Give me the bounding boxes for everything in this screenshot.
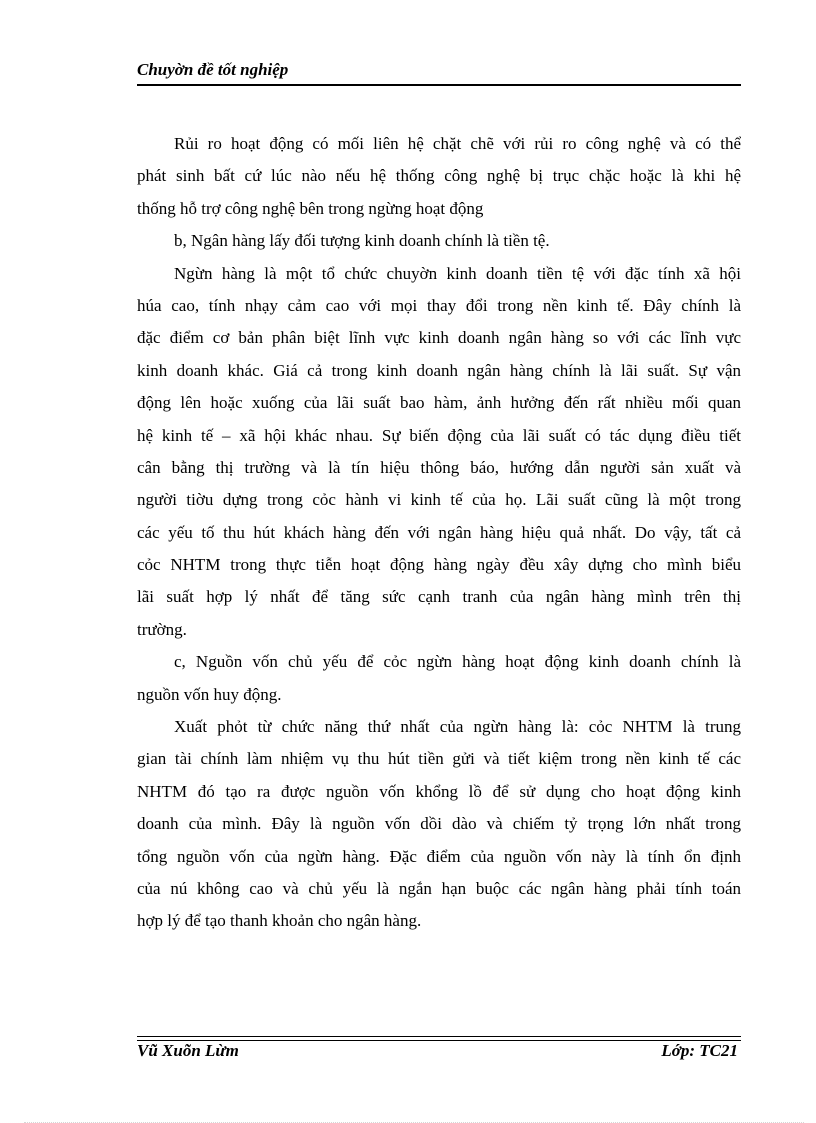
header-divider [137,84,741,86]
body-line: kinh doanh khác. Giá cả trong kinh doanh ngân hàng chính là lãi suất. Sự vận [137,360,741,380]
body-line: người tiờu dựng trong cỏc hành vi kinh tế của họ. Lãi suất cũng là một trong [137,490,741,510]
footer-divider [137,1036,741,1037]
body-line: phát sinh bất cứ lúc nào nếu hệ thống công nghệ bị trục chặc hoặc là khi hệ [137,166,741,186]
body-line: b, Ngân hàng lấy đối tượng kinh doanh chính là tiền tệ. [174,231,550,251]
document-body [137,128,741,938]
body-line: Xuất phỏt từ chức năng thứ nhất của ngừn hàng là: cỏc NHTM là trung [174,717,741,737]
body-line: của nú không cao và chủ yếu là ngắn hạn buộc các ngân hàng phải tính toán [137,878,741,898]
body-line: hợp lý để tạo thanh khoản cho ngân hàng. [137,911,422,931]
body-line: tổng nguồn vốn của ngừn hàng. Đặc điểm của nguồn vốn này là tính ổn định [137,846,741,866]
body-line: c, Nguồn vốn chủ yếu để cỏc ngừn hàng hoạt động kinh doanh chính là [174,652,741,672]
body-line: hệ kinh tế – xã hội khác nhau. Sự biến động của lãi suất có tác dụng điều tiết [137,425,741,445]
body-line: doanh của mình. Đây là nguồn vốn dồi dào và chiếm tỷ trọng lớn nhất trong [137,814,741,834]
body-line: nguồn vốn huy động. [137,684,282,704]
body-line: thống hỗ trợ công nghệ bên trong ngừng hoạt động [137,198,484,218]
body-line: cỏc NHTM trong thực tiễn hoạt động hàng ngày đều xây dựng cho mình biểu [137,555,741,575]
footer-author: Vũ Xuõn Lừm [137,1041,239,1060]
body-line: Rủi ro hoạt động có mối liên hệ chặt chẽ với rủi ro công nghệ và có thể [174,134,741,153]
body-line: trường. [137,619,187,639]
body-line: động lên hoặc xuống của lãi suất bao hàm, ảnh hưởng đến rất nhiều mối quan [137,393,741,413]
body-line: lãi suất hợp lý nhất để tăng sức cạnh tranh của ngân hàng mình trên thị [137,587,741,607]
body-line: cân bằng thị trường và là tín hiệu thông báo, hướng dẫn người sản xuất và [137,457,741,477]
body-line: đặc điểm cơ bản phân biệt lĩnh vực kinh doanh ngân hàng so với các lĩnh vực [137,328,741,348]
body-line: các yếu tố thu hút khách hàng đến với ngân hàng hiệu quả nhất. Do vậy, tất cả [137,522,741,542]
body-line: húa cao, tính nhạy cảm cao với mọi thay đổi trong nền kinh tế. Đây chính là [137,295,741,315]
body-line: Ngừn hàng là một tổ chức chuyờn kinh doanh tiền tệ với đặc tính xã hội [174,263,741,283]
footer-class: Lớp: TC21 [661,1041,738,1060]
body-line: gian tài chính làm nhiệm vụ thu hút tiền gửi và tiết kiệm trong nền kinh tế các [137,749,741,769]
body-line: NHTM đó tạo ra được nguồn vốn khổng lồ để sử dụng cho hoạt động kinh [137,781,741,801]
page-header-title: Chuyờn đề tốt nghiệp [137,60,289,79]
